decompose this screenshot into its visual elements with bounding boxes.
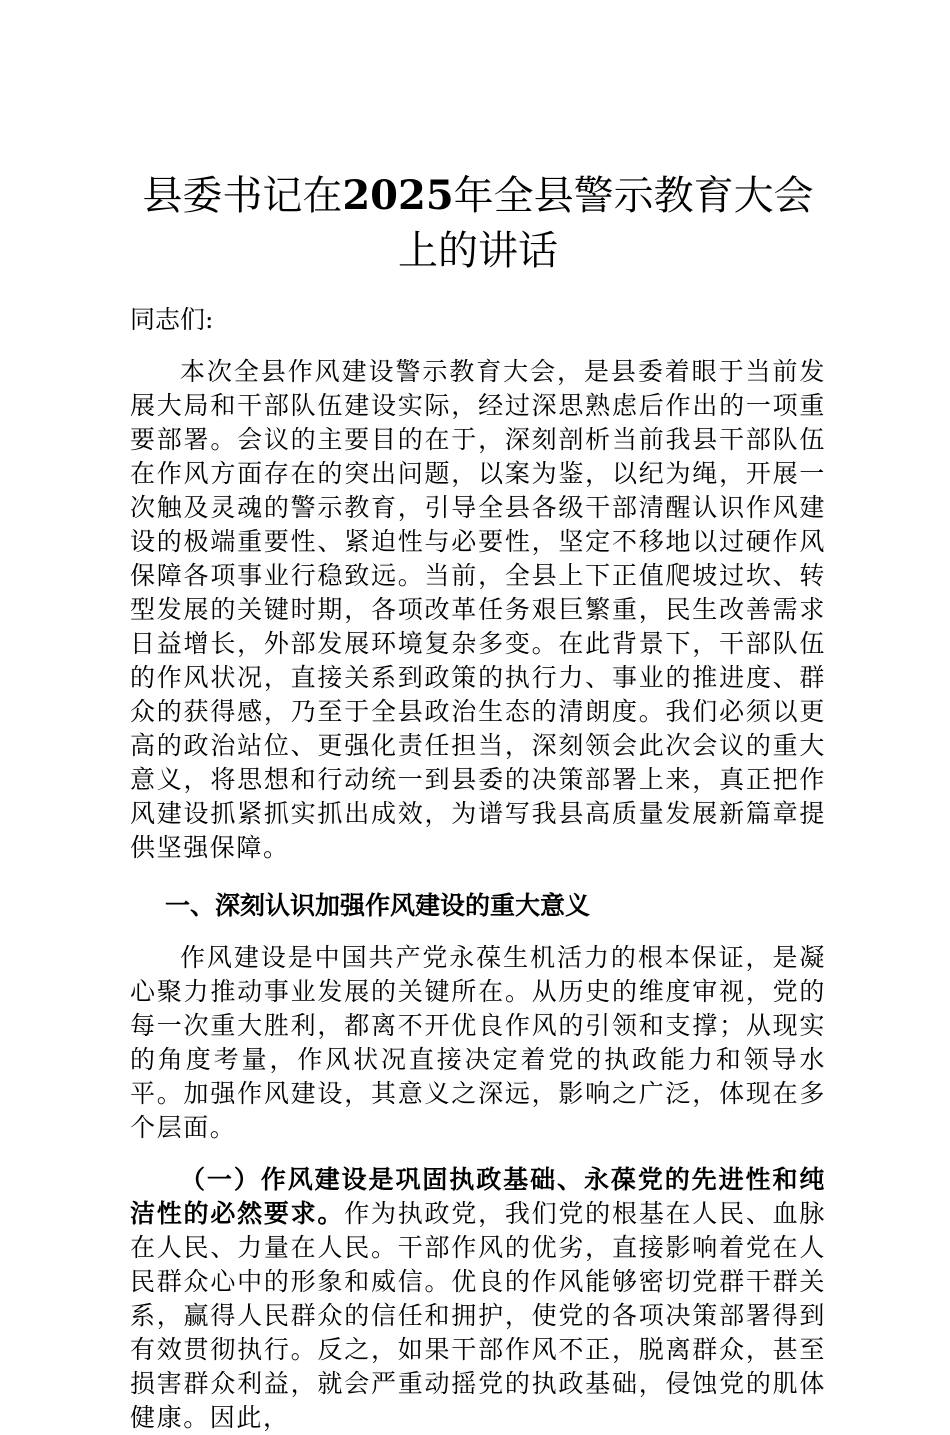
section-heading-1: 一、深刻认识加强作风建设的重大意义 [165, 891, 591, 920]
paragraph-intro: 本次全县作风建设警示教育大会，是县委着眼于当前发展大局和干部队伍建设实际，经过深思熟虑后作出的一项重要部署。会议的主要目的在于，深刻剖析当前我县干部队伍在作风方面存在的突出问题，以案为鉴，以纪为绳，开展一次触及灵魂的警示教育，引导全县各级干部清醒认识作风建设的极端重要性、紧迫性与必要性，坚定不移地以过硬作风保障各项事业行稳致远。当前，全县上下正值爬坡过坎、转型发展的关键时期，各项改革任务艰巨繁重，民生改善需求日益增长，外部发展环境复杂多变。在此背景下，干部队伍的作风状况，直接关系到政策的执行力、事业的推进度、群众的获得感，乃至于全县政治生态的清朗度。我们必须以更高的政治站位、更强化责任担当，深刻领会此次会议的重大意义，将思想和行动统一到县委的决策部署上来，真正把作风建设抓紧抓实抓出成效，为谱写我县高质量发展新篇章提供坚强保障。 [130, 357, 826, 862]
salutation: 同志们: [130, 305, 214, 334]
document-page [130, 168, 826, 1435]
subsection-lead: （一）作风建设是巩固执政基础、永葆党的先进性和纯洁性的必然要求。 [130, 1165, 826, 1228]
paragraph-subsection-1 [130, 1163, 826, 1435]
title-prefix: 县委书记在 [142, 173, 343, 219]
title-suffix: 年全县警示教育大会上的讲话 [398, 173, 814, 274]
paragraph-section-1: 作风建设是中国共产党永葆生机活力的根本保证，是凝心聚力推动事业发展的关键所在。从历史的维度审视，党的每一次重大胜利，都离不开优良作风的引领和支撑；从现实的角度考量，作风状况直接决定着党的执政能力和领导水平。加强作风建设，其意义之深远，影响之广泛，体现在多个层面。 [130, 943, 826, 1142]
title-year: 2025 [342, 172, 454, 219]
subsection-body: 作为执政党，我们党的根基在人民、血脉在人民、力量在人民。干部作风的优劣，直接影响着党在人民群众心中的形象和威信。优良的作风能够密切党群干群关系，赢得人民群众的信任和拥护，使党的各项决策部署得到有效贯彻执行。反之，如果干部作风不正，脱离群众，甚至损害群众利益，就会严重动摇党的执政基础，侵蚀党的肌体健康。因此， [130, 1199, 826, 1432]
document-title [130, 168, 826, 279]
